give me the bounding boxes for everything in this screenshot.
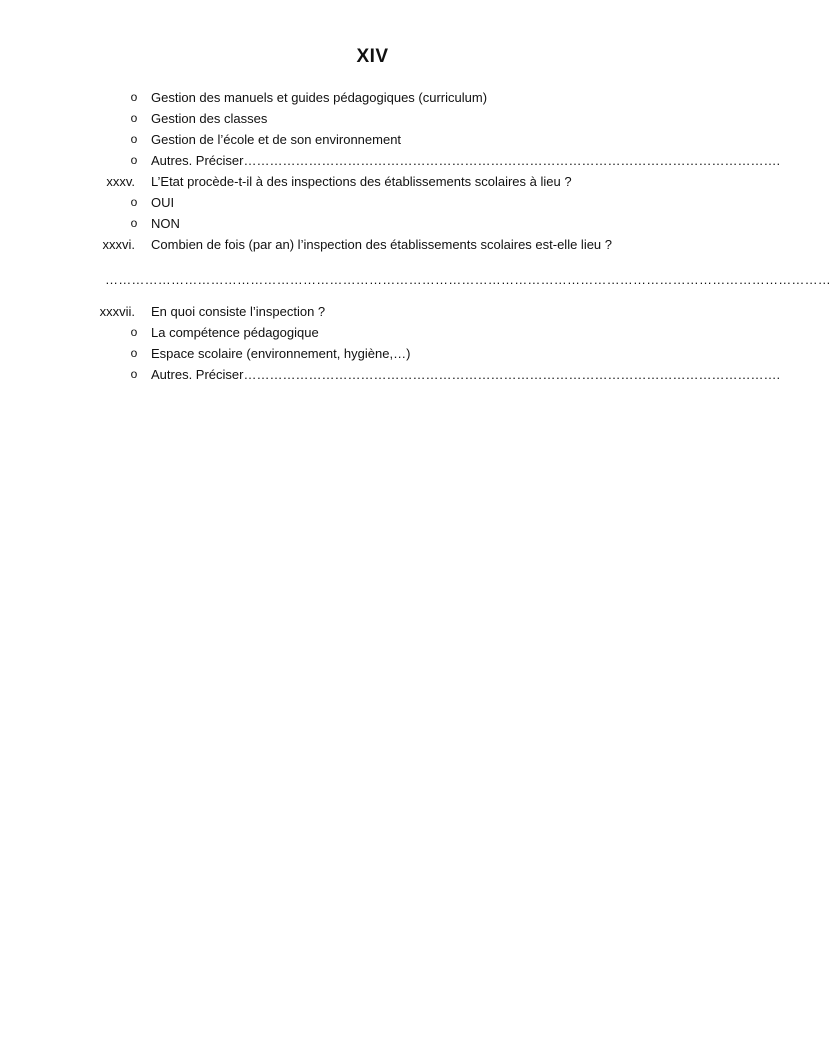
- circle-bullet-icon: o: [130, 367, 138, 381]
- circle-bullet-icon: o: [130, 90, 138, 104]
- circle-bullet-icon: o: [130, 153, 138, 167]
- option-text: Autres. Préciser…………………………………………………………………………………………………………….: [151, 367, 781, 382]
- list-item: [0, 129, 745, 150]
- question-text: Combien de fois (par an) l’inspection des établissements scolaires est-elle lieu ?: [151, 237, 613, 252]
- list-item: [0, 322, 745, 343]
- list-item: [0, 108, 745, 129]
- answer-line: …………………………………………………………………………………………………………………………………………………: [105, 272, 831, 287]
- option-text: OUI: [151, 195, 175, 210]
- list-item: [0, 87, 745, 108]
- circle-bullet-icon: o: [130, 216, 138, 230]
- page-title: XIV: [356, 46, 389, 67]
- option-text: Autres. Préciser…………………………………………………………………………………………………………….: [151, 153, 781, 168]
- option-text: Gestion des manuels et guides pédagogiques (curriculum): [151, 90, 488, 105]
- circle-bullet-icon: o: [130, 346, 138, 360]
- question-xxxvi: [0, 234, 745, 255]
- circle-bullet-icon: o: [130, 111, 138, 125]
- list-item: [0, 213, 745, 234]
- list-item: [0, 343, 745, 364]
- option-text: NON: [151, 216, 180, 231]
- question-numeral: xxxvi.: [102, 237, 135, 252]
- question-text: L’Etat procède-t-il à des inspections des établissements scolaires à lieu ?: [151, 174, 572, 189]
- list-item: [0, 364, 781, 385]
- question-xxxv: [0, 171, 745, 192]
- question-xxxvii: [0, 301, 745, 322]
- question-numeral: xxxvii.: [99, 304, 135, 319]
- circle-bullet-icon: o: [130, 132, 138, 146]
- option-text: Gestion de l’école et de son environnement: [151, 132, 402, 147]
- option-text: Gestion des classes: [151, 111, 268, 126]
- question-numeral: xxxv.: [106, 174, 135, 189]
- question-text: En quoi consiste l’inspection ?: [151, 304, 326, 319]
- list-item: [0, 192, 745, 213]
- circle-bullet-icon: o: [130, 195, 138, 209]
- option-text: La compétence pédagogique: [151, 325, 319, 340]
- list-item: [0, 150, 781, 171]
- circle-bullet-icon: o: [130, 325, 138, 339]
- option-text: Espace scolaire (environnement, hygiène,…): [151, 346, 411, 361]
